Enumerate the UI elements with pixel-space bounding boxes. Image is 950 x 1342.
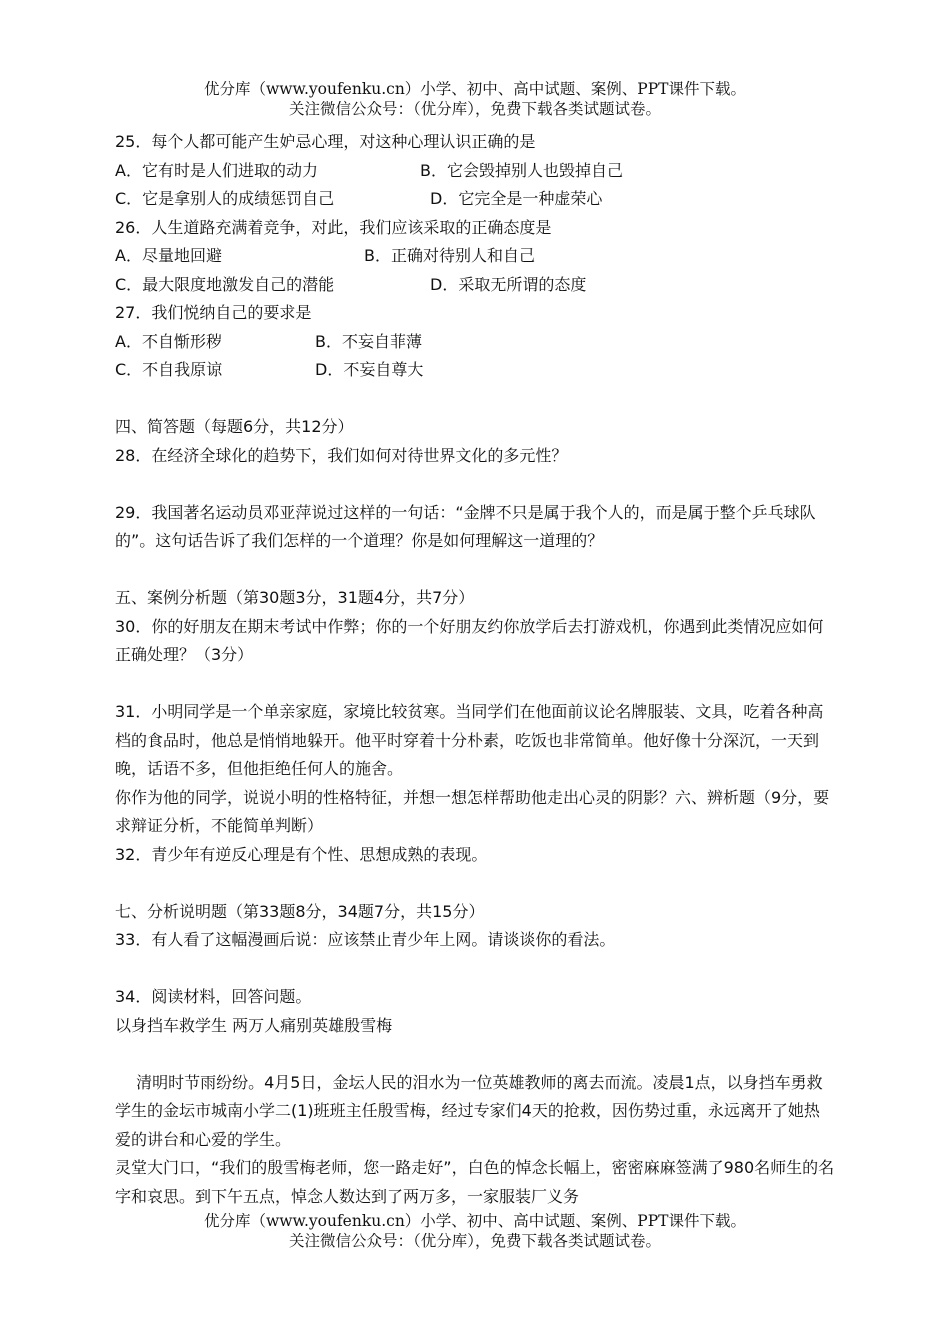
header-line-2: 关注微信公众号：（优分库），免费下载各类试题试卷。: [288, 100, 661, 118]
q27-option-c: C．不自我原谅: [115, 360, 223, 379]
page-footer: [0, 1211, 950, 1251]
q26-option-b: B．正确对待别人和自己: [364, 246, 535, 265]
q26-options-row2: [115, 271, 835, 300]
article-title: 以身挡车救学生 两万人痛别英雄殷雪梅: [115, 1015, 393, 1035]
q25-options-row1: [115, 157, 835, 186]
footer-line-2: 关注微信公众号：（优分库），免费下载各类试题试卷。: [288, 1232, 661, 1250]
page-header: [0, 79, 950, 119]
q25-stem: 25．每个人都可能产生妒忌心理，对这种心理认识正确的是: [115, 132, 536, 151]
article-paragraph-2: 灵堂大门口，“我们的殷雪梅老师，您一路走好”，白色的悼念长幅上，密密麻麻签满了980名师生的名字和哀思。到下午五点，悼念人数达到了两万多，一家服装厂义务: [115, 1158, 835, 1206]
header-line-1: 优分库（www.youfenku.cn）小学、初中、高中试题、案例、PPT课件下载。: [203, 80, 747, 98]
q26-option-a: A．尽量地回避: [115, 246, 222, 265]
q25-option-a: A．它有时是人们进取的动力: [115, 160, 318, 180]
q32: 32．青少年有逆反心理是有个性、思想成熟的表现。: [115, 844, 488, 864]
q27-stem: 27．我们悦纳自己的要求是: [115, 303, 312, 322]
q33: 33．有人看了这幅漫画后说：应该禁止青少年上网。请谈谈你的看法。: [115, 930, 616, 949]
section-7-heading: 七、分析说明题（第33题8分，34题7分，共15分）: [115, 901, 485, 921]
q26-option-c: C．最大限度地激发自己的潜能: [115, 274, 335, 294]
q26-stem: 26．人生道路充满着竞争，对此，我们应该采取的正确态度是: [115, 217, 552, 237]
q30: 30．你的好朋友在期末考试中作弊；你的一个好朋友约你放学后去打游戏机，你遇到此类情况应如何正确处理？（3分）: [115, 616, 824, 664]
section-5-heading: 五、案例分析题（第30题3分，31题4分，共7分）: [115, 588, 475, 607]
article-paragraph-1: 清明时节雨纷纷。4月5日，金坛人民的泪水为一位英雄教师的离去而流。凌晨1点，以身挡车勇救学生的金坛市城南小学二(1)班班主任殷雪梅，经过专家们4天的抢救，因伤势过重，永远离开了她热爱的讲台和心爱的学生。: [115, 1072, 823, 1149]
exam-body: [115, 128, 835, 1211]
q31-paragraph-1: 31．小明同学是一个单亲家庭，家境比较贫寒。当同学们在他面前议论名牌服装、文具，吃着各种高档的食品时，他总是悄悄地躲开。他平时穿着十分朴素，吃饭也非常简单。他好像十分深沉，一天到晚，话语不多，但他拒绝任何人的施舍。: [115, 702, 824, 778]
q25-option-d: D．它完全是一种虚荣心: [430, 189, 603, 208]
q27-option-a: A．不自惭形秽: [115, 331, 222, 351]
q25-option-c: C．它是拿别人的成绩惩罚自己: [115, 189, 335, 208]
q25-options-row2: [115, 185, 835, 214]
q27-option-b: B．不妄自菲薄: [315, 331, 422, 351]
q29: 29．我国著名运动员邓亚萍说过这样的一句话：“金牌不只是属于我个人的，而是属于整个乒乓球队的”。这句话告诉了我们怎样的一个道理？你是如何理解这一道理的？: [115, 502, 816, 550]
q26-option-d: D．采取无所谓的态度: [430, 274, 587, 294]
q27-option-d: D．不妄自尊大: [315, 360, 424, 379]
footer-line-1: 优分库（www.youfenku.cn）小学、初中、高中试题、案例、PPT课件下载。: [203, 1212, 747, 1230]
q31-paragraph-2: 你作为他的同学，说说小明的性格特征，并想一想怎样帮助他走出心灵的阴影？六、辨析题（9分，要求辩证分析，不能简单判断）: [115, 787, 830, 835]
section-4-heading: 四、简答题（每题6分，共12分）: [115, 417, 354, 436]
q25-option-b: B．它会毁掉别人也毁掉自己: [420, 160, 623, 180]
q34: 34．阅读材料，回答问题。: [115, 987, 312, 1006]
q28: 28．在经济全球化的趋势下，我们如何对待世界文化的多元性？: [115, 445, 568, 465]
q27-options-row1: [115, 328, 835, 357]
q27-options-row2: [115, 356, 835, 385]
q26-options-row1: [115, 242, 835, 271]
